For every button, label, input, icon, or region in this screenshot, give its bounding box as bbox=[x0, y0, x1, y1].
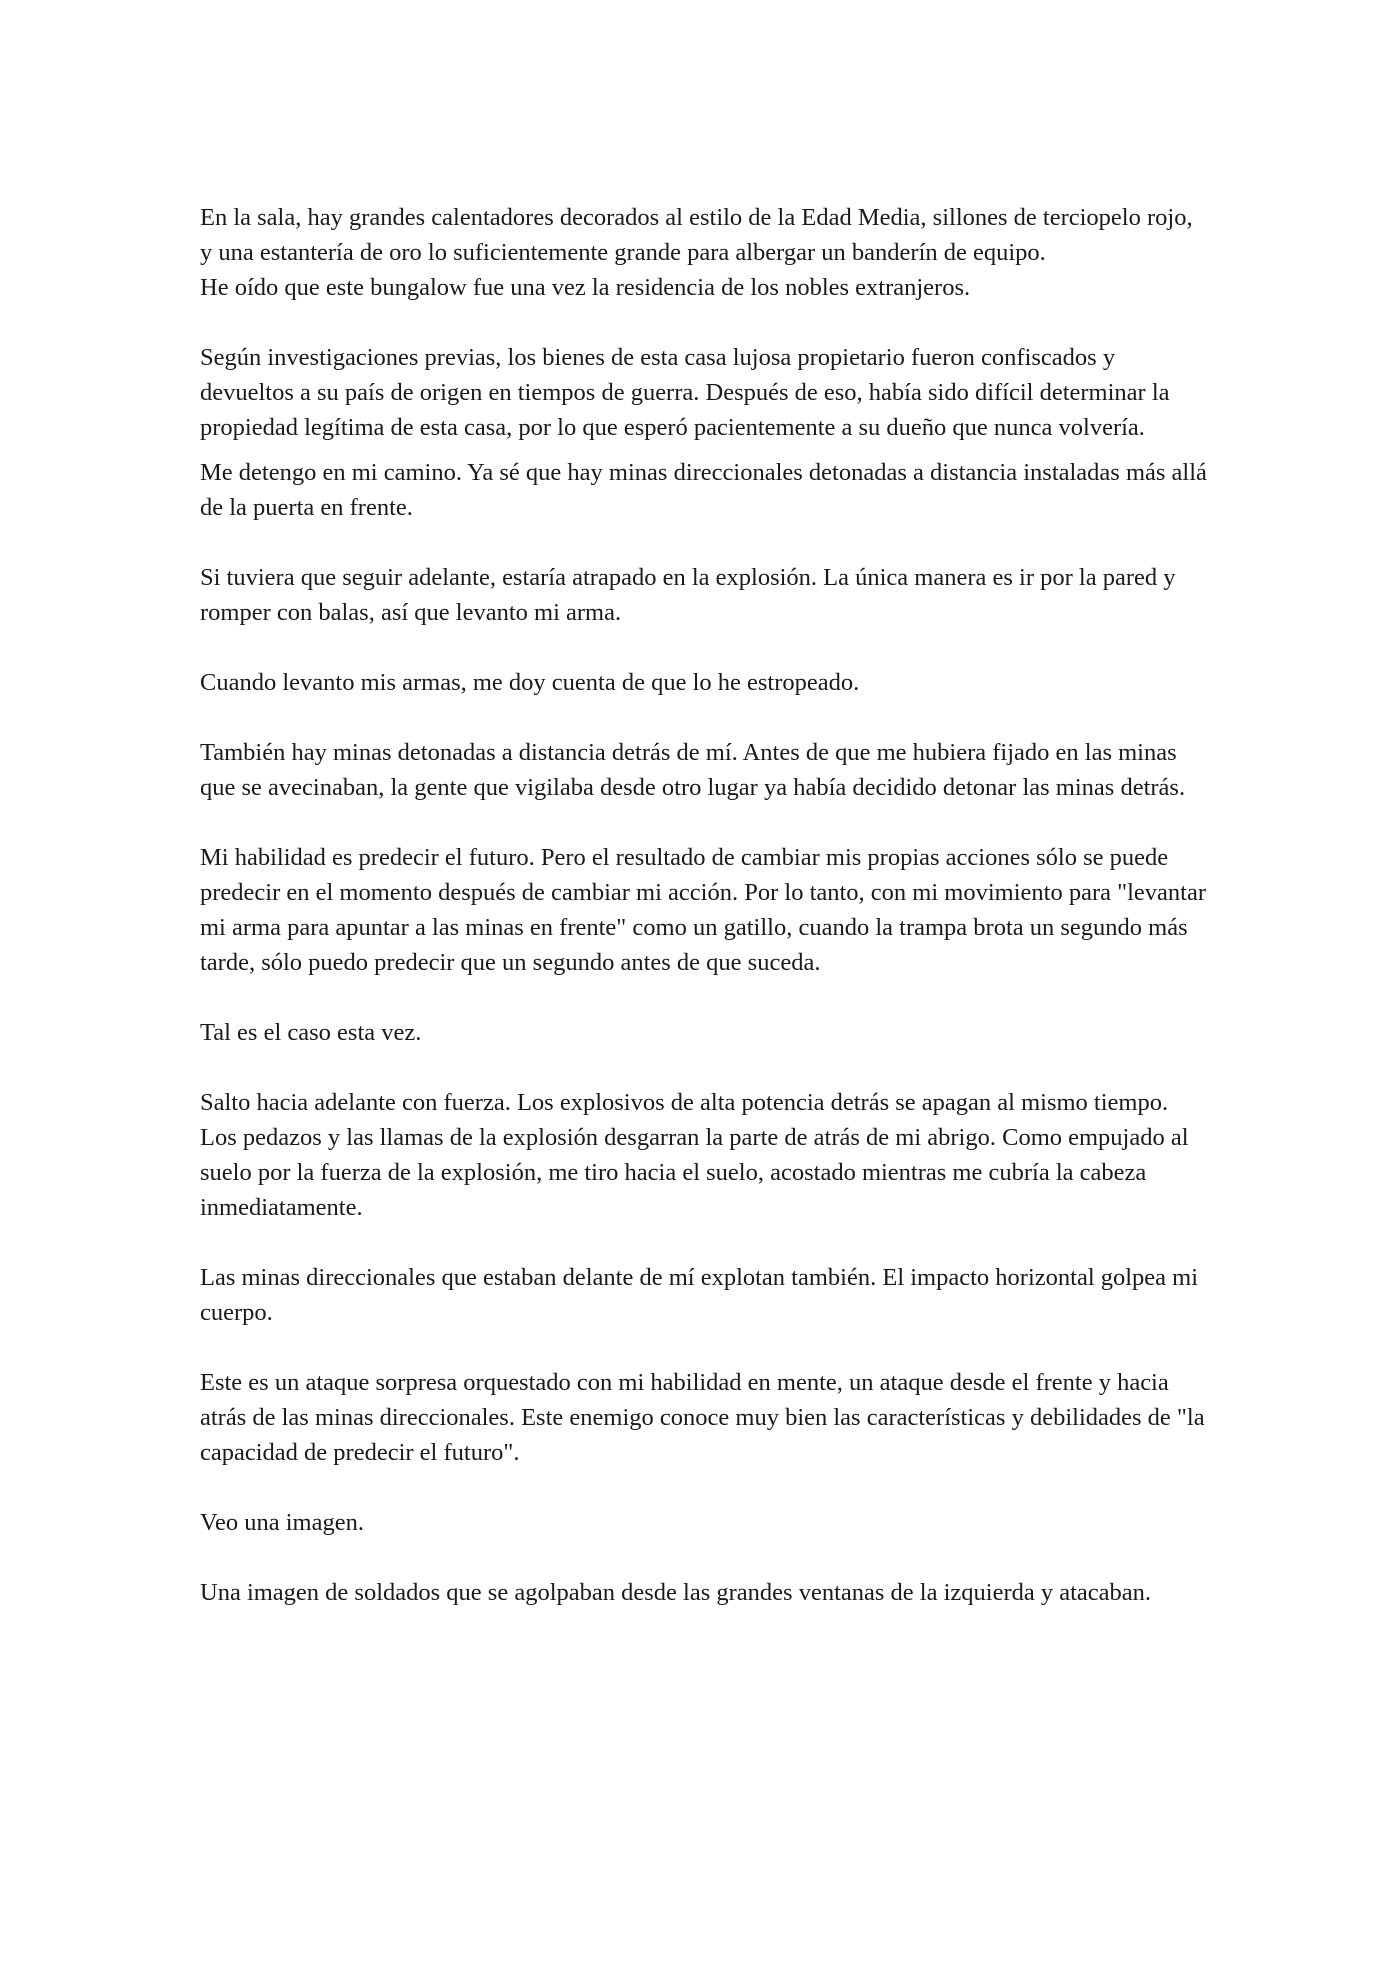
paragraph-12: Veo una imagen. bbox=[200, 1509, 364, 1536]
paragraph-7: Mi habilidad es predecir el futuro. Pero el resultado de cambiar mis propias acciones sólo se puede predecir en el momento después de cambiar mi acción. Por lo tanto, con mi movimiento para "levantar mi arma para apuntar a las minas en frente" como un gatillo, cuando la trampa brota un segundo más tarde, sólo puedo predecir que un segundo antes de que suceda. bbox=[200, 844, 1207, 976]
paragraph-9: Salto hacia adelante con fuerza. Los explosivos de alta potencia detrás se apagan al mismo tiempo. Los pedazos y las llamas de la explosión desgarran la parte de atrás de mi abrigo. Como empujado al suelo por la fuerza de la explosión, me tiro hacia el suelo, acostado mientras me cubría la cabeza inmediatamente. bbox=[200, 1089, 1189, 1221]
paragraph-3: Me detengo en mi camino. Ya sé que hay minas direccionales detonadas a distancia instaladas más allá de la puerta en frente. bbox=[200, 459, 1207, 521]
paragraph-5: Cuando levanto mis armas, me doy cuenta de que lo he estropeado. bbox=[200, 669, 860, 696]
paragraph-1: En la sala, hay grandes calentadores decorados al estilo de la Edad Media, sillones de terciopelo rojo, y una estantería de oro lo suficientemente grande para albergar un banderín de equipo. He oído que este bungalow fue una vez la residencia de los nobles extranjeros. bbox=[200, 204, 1193, 301]
paragraph-13: Una imagen de soldados que se agolpaban desde las grandes ventanas de la izquierda y atacaban. bbox=[200, 1579, 1152, 1606]
paragraph-11: Este es un ataque sorpresa orquestado con mi habilidad en mente, un ataque desde el frente y hacia atrás de las minas direccionales. Este enemigo conoce muy bien las características y debilidades de "la capacidad de predecir el futuro". bbox=[200, 1369, 1205, 1466]
paragraph-8: Tal es el caso esta vez. bbox=[200, 1019, 422, 1046]
paragraph-2: Según investigaciones previas, los bienes de esta casa lujosa propietario fueron confiscados y devueltos a su país de origen en tiempos de guerra. Después de eso, había sido difícil determinar la propiedad legítima de esta casa, por lo que esperó pacientemente a su dueño que nunca volvería. bbox=[200, 344, 1170, 441]
paragraph-6: También hay minas detonadas a distancia detrás de mí. Antes de que me hubiera fijado en las minas que se avecinaban, la gente que vigilaba desde otro lugar ya había decidido detonar las minas detrás. bbox=[200, 739, 1186, 801]
body-text bbox=[200, 200, 1210, 1610]
paragraph-4: Si tuviera que seguir adelante, estaría atrapado en la explosión. La única manera es ir por la pared y romper con balas, así que levanto mi arma. bbox=[200, 564, 1176, 626]
paragraph-10: Las minas direccionales que estaban delante de mí explotan también. El impacto horizontal golpea mi cuerpo. bbox=[200, 1264, 1199, 1326]
